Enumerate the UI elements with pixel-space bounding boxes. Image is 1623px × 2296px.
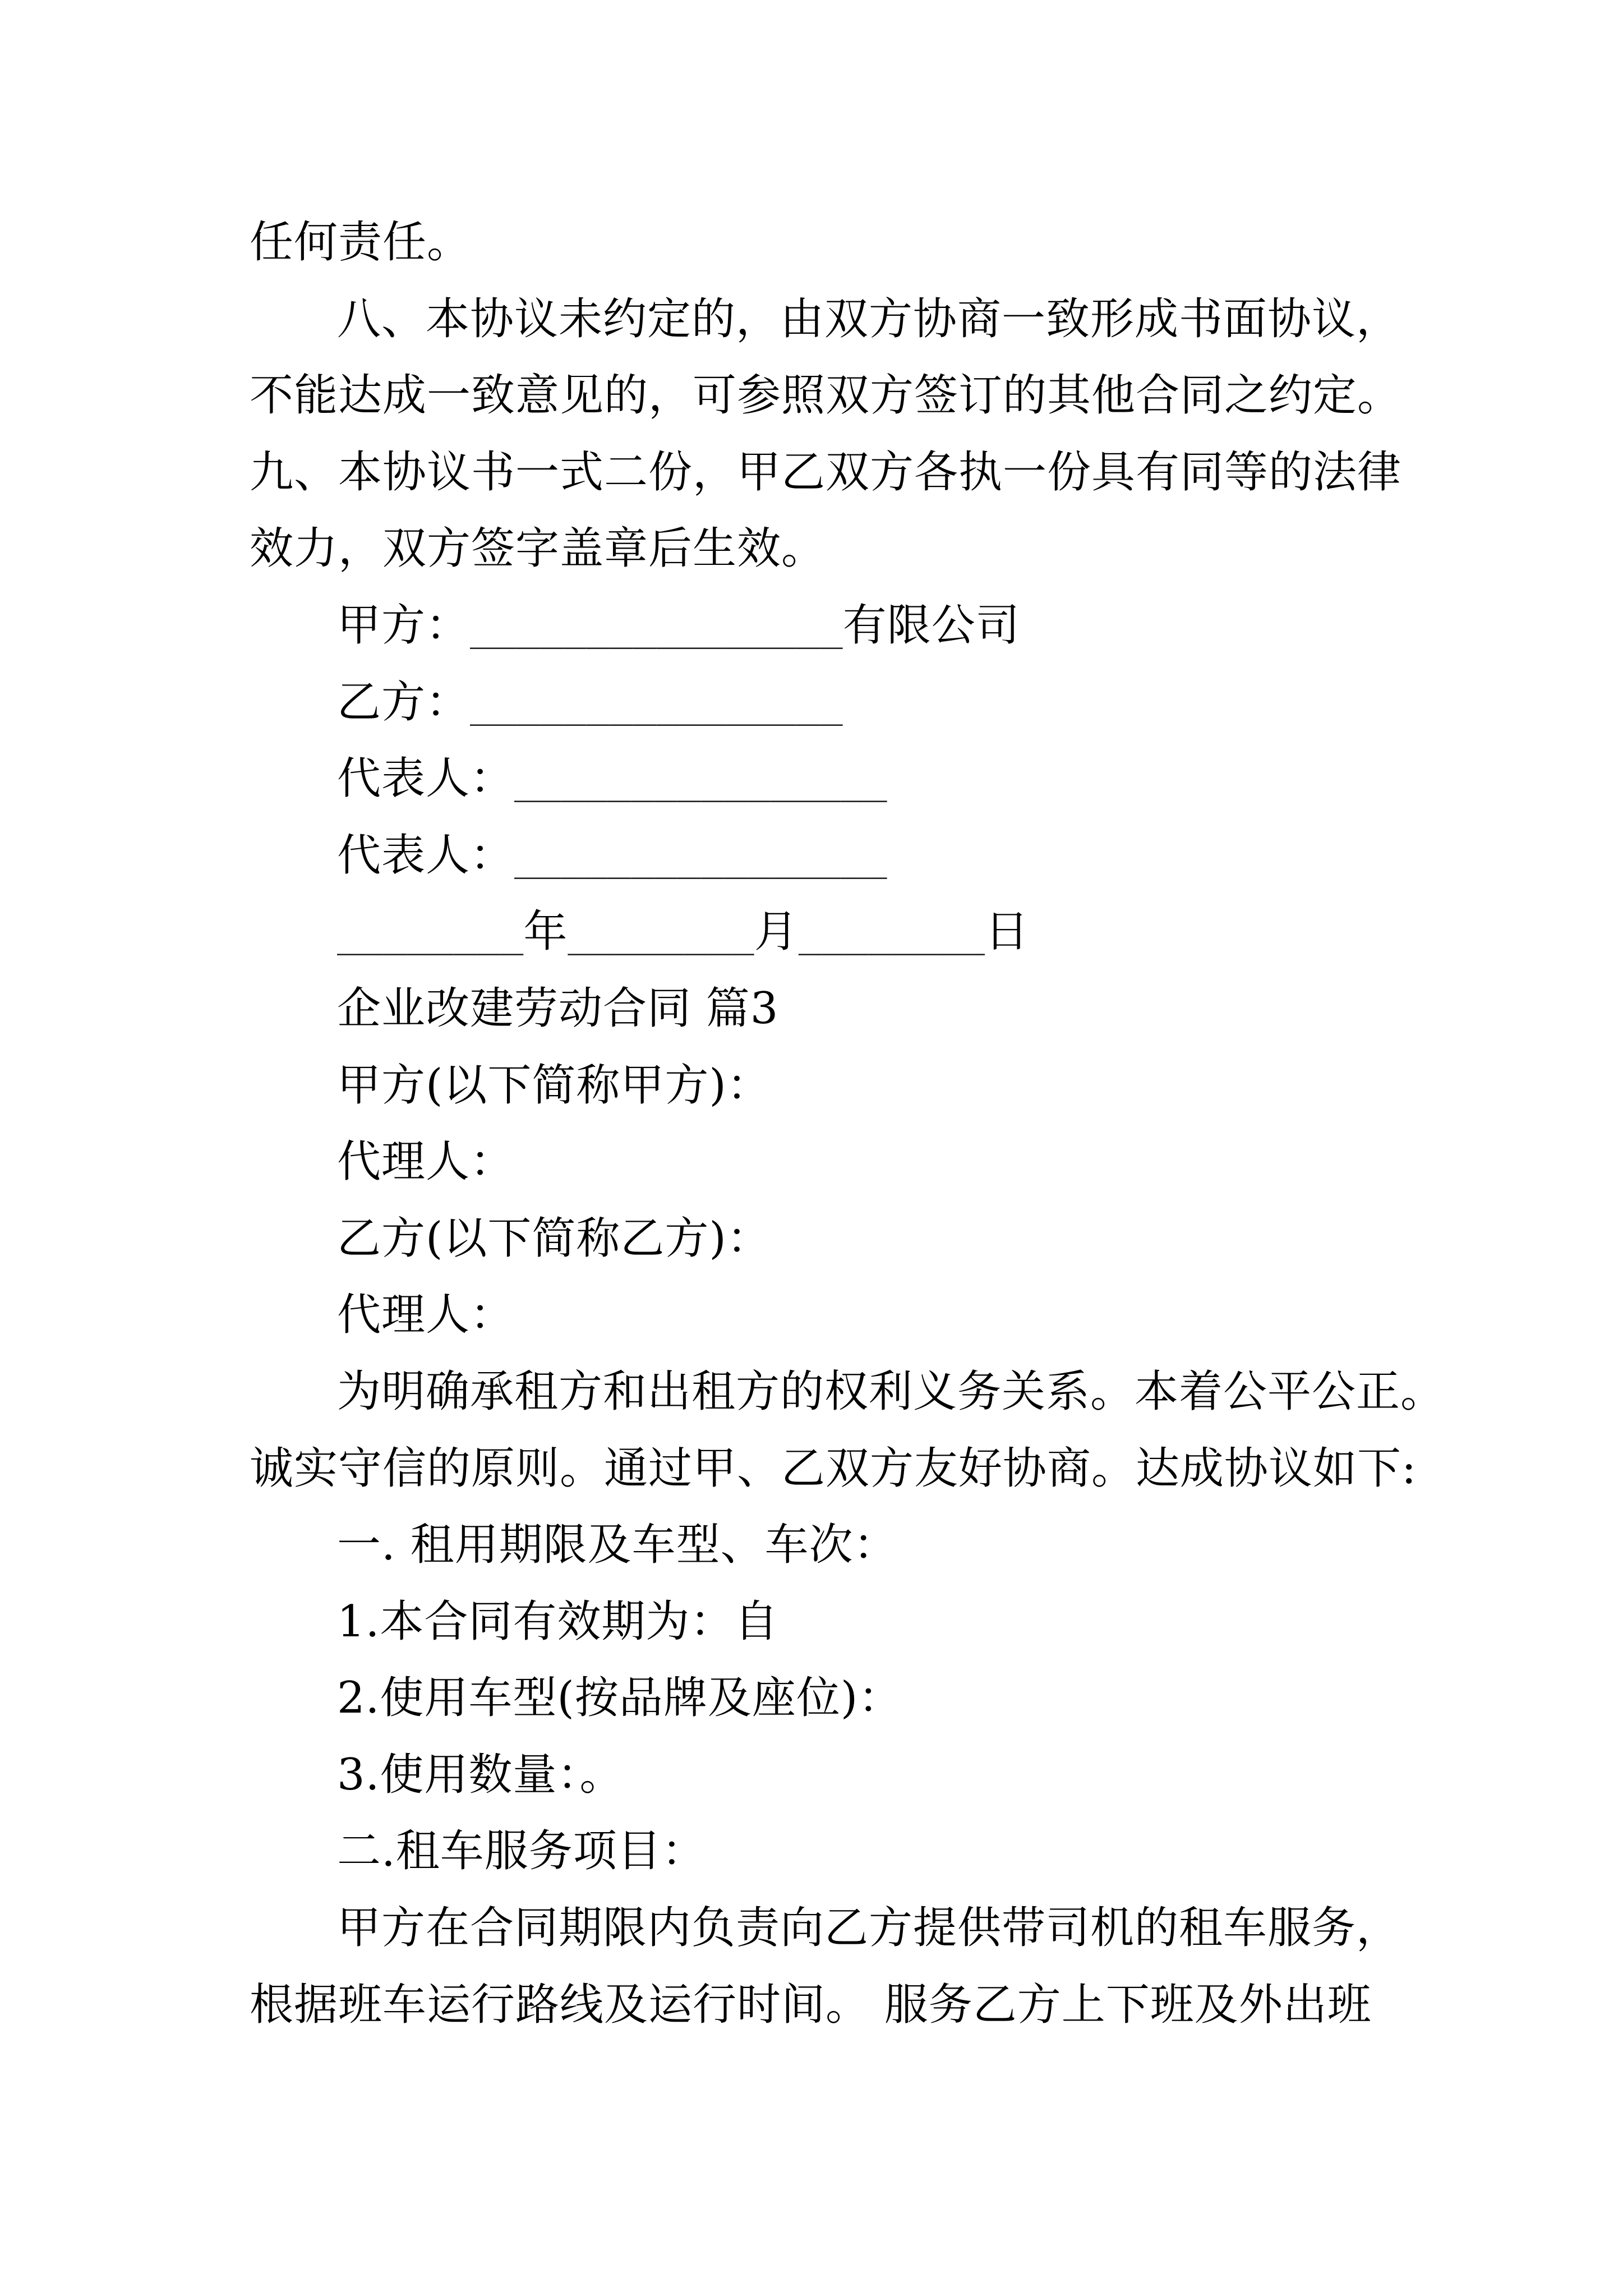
party-b-signature-line [250, 664, 1416, 741]
clause-9-line-2: 效力，双方签字盖章后生效。 [250, 523, 826, 574]
party-b-name-blank: ________________ [470, 681, 843, 726]
signature-date-line [250, 894, 1416, 970]
representative-a-signature-line [250, 740, 1416, 817]
party-b-agent: 代理人： [337, 1290, 515, 1341]
party-b-definition: 乙方(以下简称乙方)： [337, 1213, 771, 1264]
representative-b-blank: ________________ [514, 834, 887, 880]
month-blank: ________ [568, 911, 754, 956]
section-2-heading: 二.租车服务项目： [337, 1826, 706, 1877]
section-2-body-line-1: 甲方在合同期限内负责向乙方提供带司机的租车服务， [337, 1903, 1401, 1954]
clause-8-line-1: 八、本协议未约定的，由双方协商一致形成书面协议， [337, 293, 1401, 344]
document-body [250, 204, 1445, 2043]
party-a-agent: 代理人： [337, 1137, 515, 1188]
clause-8-line-2: 不能达成一致意见的，可参照双方签订的其他合同之约定。 [250, 370, 1402, 421]
representative-a-label: 代表人： [337, 753, 515, 804]
party-a-name-blank: ________________ [470, 604, 843, 650]
representative-b-signature-line [250, 817, 1416, 894]
party-a-company-suffix: 有限公司 [842, 600, 1020, 651]
representative-a-blank: ________________ [514, 758, 887, 803]
party-a-signature-line [250, 587, 1416, 664]
section-1-heading: 一. 租用期限及车型、车次： [337, 1520, 898, 1571]
preamble-line-1: 为明确承租方和出租方的权利义务关系。本着公平公正。 [337, 1366, 1445, 1417]
year-blank: ________ [337, 911, 524, 956]
day-label: 日 [985, 907, 1030, 958]
clause-9-line-1: 九、本协议书一式二份，甲乙双方各执一份具有同等的法律 [250, 447, 1402, 498]
representative-b-label: 代表人： [337, 830, 515, 881]
party-a-definition: 甲方(以下简称甲方)： [337, 1060, 771, 1111]
party-b-label: 乙方： [337, 677, 471, 728]
party-a-label: 甲方： [337, 600, 471, 651]
section-1-item-3: 3.使用数量：。 [337, 1749, 624, 1800]
section-2-body-line-2: 根据班车运行路线及运行时间。 服务乙方上下班及外出班 [250, 1979, 1372, 2030]
day-blank: ________ [798, 911, 985, 956]
preamble-line-2: 诚实守信的原则。通过甲、乙双方友好协商。达成协议如下: [250, 1443, 1417, 1494]
section-1-item-2: 2.使用车型(按品牌及座位)： [337, 1673, 903, 1724]
clause-7-continuation: 任何责任。 [250, 217, 472, 268]
section-1-item-1: 1.本合同有效期为：自 [337, 1596, 779, 1647]
year-label: 年 [523, 907, 568, 958]
month-label: 月 [754, 907, 799, 958]
contract-title: 企业改建劳动合同 篇3 [337, 983, 779, 1034]
